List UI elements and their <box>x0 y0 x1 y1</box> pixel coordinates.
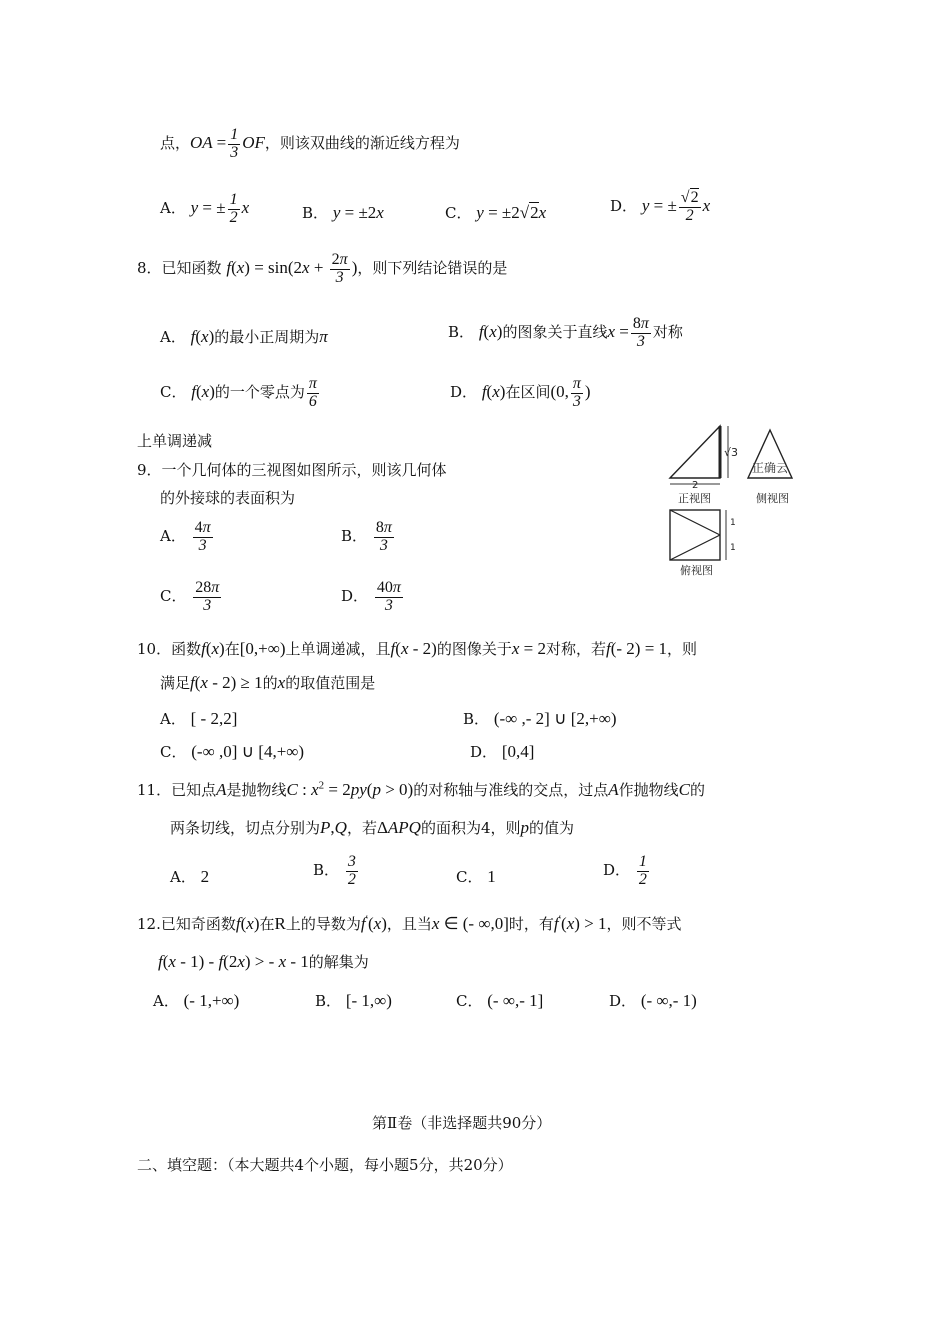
q11-text: 的对称轴与准线的交点，过点 <box>413 781 609 799</box>
q9-option-d: D． $\frac{40\pi}{3}$ <box>341 579 401 614</box>
dim-width: 2 <box>692 480 699 491</box>
three-view-figure <box>660 420 820 580</box>
q7-option-c: C． y = ±2√2x <box>445 203 547 222</box>
q9-option-c: C． $\frac{28\pi}{3}$ <box>160 579 220 614</box>
q10-text: 的 <box>262 674 278 692</box>
side-view-label: 侧视图 <box>756 492 789 505</box>
option-label: C． <box>160 743 187 761</box>
front-view-label: 正视图 <box>678 492 711 505</box>
q9-option-a: A． $\frac{4\pi}{3}$ <box>160 519 211 554</box>
option-label: A． <box>160 199 186 218</box>
q11-text: 的值为 <box>529 819 575 837</box>
option-label: C． <box>456 868 483 886</box>
q12-option-d: D． (- ∞,- 1) <box>609 991 697 1010</box>
q8-option-c: C． f(x)的一个零点为 $\frac{\pi}{6}$ <box>160 375 317 410</box>
q11-option-d: D． $\frac{1}{2}$ <box>603 853 647 888</box>
q12-text: 时，有 <box>508 915 554 933</box>
q10-option-c: C． (-∞ ,0] ∪ [4,+∞) <box>160 742 305 761</box>
q7-option-d: D． y = ± $\frac{√2}{2}$ x <box>610 189 711 224</box>
option-label: A． <box>153 992 179 1010</box>
q10-option-a: A． [ - 2,2] <box>160 709 238 728</box>
fill-in-heading: 二、填空题：（本大题共4个小题，每小题5分，共20分） <box>137 1156 513 1174</box>
option-text: 的最小正周期为 <box>214 328 320 346</box>
q12-option-c: C． (- ∞,- 1] <box>456 991 544 1010</box>
q12-text: 上的导数为 <box>285 915 361 933</box>
q7-prefix: 点， <box>160 134 191 153</box>
q10-text: 的取值范围是 <box>285 674 376 692</box>
dim-one-b: 1 <box>730 543 736 553</box>
option-text: 的一个零点为 <box>214 383 305 402</box>
q10-text: 的图像关于 <box>436 640 512 658</box>
option-label: C． <box>160 587 187 606</box>
q11-text: 11．已知点 <box>137 781 217 799</box>
option-label: C． <box>160 383 187 402</box>
q12-option-b: B． [- 1,∞) <box>315 991 392 1010</box>
watermark: 正确云 <box>752 461 789 475</box>
q11-text: 两条切线，切点分别为 <box>170 819 321 837</box>
q12-text: ，且当 <box>386 915 432 933</box>
q12-text: ，则不等式 <box>606 915 682 933</box>
q10-prefix: 10．函数 <box>137 640 202 658</box>
q10-option-d: D． [0,4] <box>470 742 535 761</box>
q7-suffix: ，则该双曲线的渐近线方程为 <box>264 134 460 153</box>
q11-option-b: B． $\frac{3}{2}$ <box>313 853 356 888</box>
q11-option-c: C． 1 <box>456 867 496 886</box>
option-text: 上单调递减 <box>137 432 213 450</box>
q12-text: 在 <box>259 915 275 933</box>
q11-text: 的 <box>689 781 705 799</box>
q11-text: ，则 <box>490 819 521 837</box>
q12-line1: 12.已知奇函数f(x)在R上的导数为f′(x)，且当x ∈ (- ∞,0]时，有f′(x) > 1，则不等式 <box>137 913 682 933</box>
option-label: C． <box>445 204 472 222</box>
q8-option-a: A． f(x)的最小正周期为π <box>160 327 328 346</box>
q10-text: 满足 <box>160 674 191 692</box>
option-label: A． <box>160 328 186 346</box>
q9-line1: 9．一个几何体的三视图如图所示，则该几何体 <box>137 461 447 479</box>
option-label: B． <box>463 710 490 728</box>
q8-stem: 8．已知函数 f(x) = sin(2x + $\frac{2\pi}{3}$ )，则下列结论错误的是 <box>137 251 508 286</box>
top-view-rect <box>670 510 720 560</box>
q11-text: 的面积为 <box>420 819 481 837</box>
q8-prefix: 8．已知函数 <box>137 259 222 278</box>
front-view-triangle <box>670 426 720 478</box>
q10-text: 在 <box>224 640 240 658</box>
q10-text: 上单调递减，且 <box>285 640 391 658</box>
option-text: 的图象关于直线 <box>502 323 608 342</box>
option-label: A． <box>160 710 186 728</box>
q8-option-d: D． f(x)在区间(0, $\frac{\pi}{3}$ ) <box>450 375 591 410</box>
dim-height: √3 <box>724 446 739 459</box>
option-label: A． <box>160 527 186 546</box>
option-label: B． <box>302 204 329 222</box>
q8-option-d-continuation <box>137 430 212 451</box>
option-label: C． <box>456 992 483 1010</box>
option-label: D． <box>609 992 637 1010</box>
option-label: D． <box>341 587 369 606</box>
q11-text: 是抛物线 <box>226 781 287 799</box>
option-label: B． <box>315 992 342 1010</box>
q7-formula: OA = $\frac{1}{3}$ OF <box>190 126 265 161</box>
q12-option-a: A． (- 1,+∞) <box>153 991 240 1010</box>
option-label: D． <box>603 861 631 880</box>
q9-option-b: B． $\frac{8\pi}{3}$ <box>341 519 392 554</box>
q11-option-a: A． 2 <box>170 867 210 886</box>
option-label: D． <box>450 383 478 402</box>
q9-line2: 的外接球的表面积为 <box>160 489 296 507</box>
option-label: D． <box>610 197 638 216</box>
q11-text: 作抛物线 <box>618 781 679 799</box>
q10-line2: 满足f(x - 2) ≥ 1的x的取值范围是 <box>160 673 376 692</box>
q11-line1: 11．已知点A是抛物线C : $x^2 = 2py(p > 0)$的对称轴与准线的交点，过点A作抛物线C的 <box>137 779 705 799</box>
q12-line2: f(x - 1) - f(2x) > - x - 1的解集为 <box>158 952 369 971</box>
q7-option-a: A． y = ± $\frac{1}{2}$ x <box>160 191 250 226</box>
q10-text: 对称，若 <box>545 640 606 658</box>
q11-line2: 两条切线，切点分别为P,Q，若ΔAPQ的面积为4，则p的值为 <box>170 818 575 837</box>
option-label: B． <box>313 861 340 880</box>
option-label: D． <box>470 743 498 761</box>
q11-text: ，若 <box>346 819 377 837</box>
q8-suffix: ，则下列结论错误的是 <box>357 259 508 278</box>
q11-area-value: 4 <box>480 819 491 837</box>
q7-option-b: B． y = ±2x <box>302 203 384 222</box>
q7-stem <box>160 127 460 162</box>
option-suffix: 对称 <box>652 323 683 342</box>
option-label: B． <box>448 323 475 342</box>
q12-text: 12.已知奇函数 <box>137 915 236 933</box>
q10-line1: 10．函数f(x)在[0,+∞)上单调递减，且f(x - 2)的图像关于x = 2对称，若f(- 2) = 1，则 <box>137 639 698 658</box>
dim-one-a: 1 <box>730 518 736 528</box>
q10-option-b: B． (-∞ ,- 2] ∪ [2,+∞) <box>463 709 617 728</box>
option-text: 在区间 <box>505 383 551 402</box>
top-view-label: 俯视图 <box>680 564 713 577</box>
q8-option-b: B． f(x)的图象关于直线x = $\frac{8\pi}{3}$ 对称 <box>448 315 683 350</box>
option-label: B． <box>341 527 368 546</box>
q10-text: ，则 <box>667 640 698 658</box>
section-title: 第Ⅱ卷（非选择题共90分） <box>372 1114 552 1132</box>
q12-text: 的解集为 <box>308 953 369 971</box>
option-label: A． <box>170 868 196 886</box>
